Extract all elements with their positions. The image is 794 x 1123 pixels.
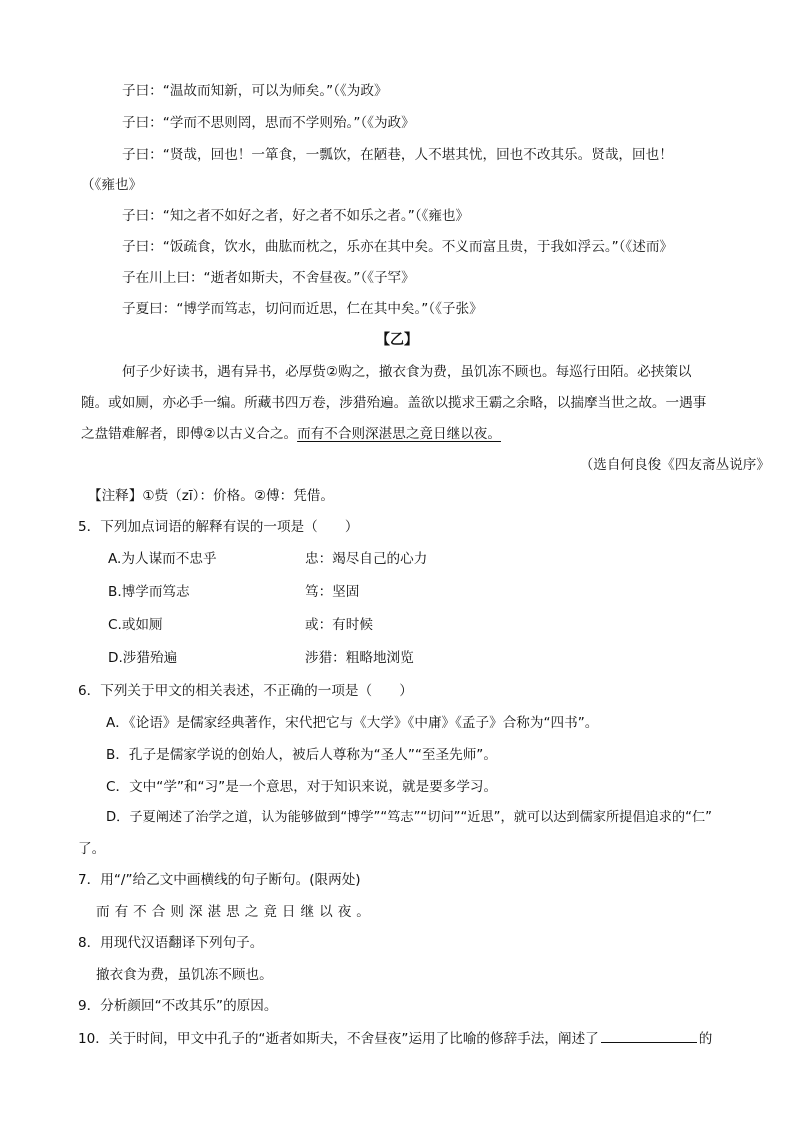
question-5-option-b-gloss: 笃：坚固 bbox=[305, 584, 360, 600]
yi-paragraph-line-2: 随。或如厕，亦必手一编。所藏书四万卷，涉猎殆遍。盖欲以揽求王霸之余略，以揣摩当世之故。一遇事 bbox=[81, 395, 707, 411]
question-6-option-d: D．子夏阐述了治学之道，认为能够做到“博学”“笃志”“切问”“近思”，就可以达到儒家所提倡追求的“仁” bbox=[106, 810, 712, 825]
question-6-option-c: C．文中“学”和“习”是一个意思，对于知识来说，就是要多学习。 bbox=[106, 779, 498, 795]
question-5-option-d-gloss: 涉猎：粗略地浏览 bbox=[305, 650, 414, 666]
question-8-stem: 8．用现代汉语翻译下列句子。 bbox=[78, 935, 264, 951]
jia-line-3: 子曰：“贤哉，回也！一箪食，一瓢饮，在陋巷，人不堪其忧，回也不改其乐。贤哉，回也！ bbox=[122, 147, 673, 163]
question-6-option-d-cont: 了。 bbox=[78, 841, 106, 857]
jia-line-5: 子曰：“饭疏食，饮水，曲肱而枕之，乐亦在其中矣。不义而富且贵，于我如浮云。”（《述而》 bbox=[122, 239, 674, 255]
jia-line-7: 子夏曰：“博学而笃志，切问而近思，仁在其中矣。”（《子张》 bbox=[122, 301, 483, 317]
question-7-sentence: 而有不合则深湛思之竟日继以夜。 bbox=[96, 904, 375, 920]
question-5-stem: 5．下列加点词语的解释有误的一项是（ ） bbox=[78, 519, 359, 535]
question-5-option-a-gloss: 忠：竭尽自己的心力 bbox=[305, 551, 428, 567]
question-5-option-c-gloss: 或：有时候 bbox=[305, 617, 373, 633]
yi-paragraph-text: 之盘错难解者，即傅②以古义合之。 bbox=[81, 426, 298, 442]
jia-line-3-source: （《雍也》 bbox=[81, 177, 143, 193]
question-9-stem: 9．分析颜回“不改其乐”的原因。 bbox=[78, 998, 278, 1014]
question-7-stem: 7．用“/”给乙文中画横线的句子断句。(限两处) bbox=[78, 872, 361, 888]
question-8-sentence: 撤衣食为费，虽饥冻不顾也。 bbox=[96, 967, 273, 983]
question-5-option-c: C.或如厕 bbox=[108, 617, 163, 633]
answer-blank[interactable] bbox=[601, 1028, 697, 1043]
underlined-sentence: 而有不合则深湛思之竟日继以夜。 bbox=[297, 426, 501, 442]
jia-line-6: 子在川上曰：“逝者如斯夫，不舍昼夜。”（《子罕》 bbox=[122, 270, 415, 286]
jia-line-1: 子曰：“温故而知新，可以为师矣。”（《为政》 bbox=[122, 83, 388, 99]
yi-source: （选自何良俊《四友斋丛说序》 bbox=[579, 457, 770, 473]
question-6-option-a: A．《论语》是儒家经典著作，宋代把它与《大学》《中庸》《孟子》合称为“四书”。 bbox=[106, 715, 599, 731]
question-5-option-d: D.涉猎殆遍 bbox=[108, 650, 178, 666]
question-6-option-b: B．孔子是儒家学说的创始人，被后人尊称为“圣人”“至圣先师”。 bbox=[106, 747, 497, 763]
yi-annotation: 【注释】①赀（zī）：价格。②傅：凭借。 bbox=[88, 488, 334, 504]
yi-paragraph-line-1: 何子少好读书，遇有异书，必厚赀②购之，撤衣食为费，虽饥冻不顾也。每巡行田陌。必挟策以 bbox=[122, 364, 692, 380]
jia-line-2: 子曰：“学而不思则罔，思而不学则殆。”（《为政》 bbox=[122, 115, 415, 131]
yi-heading: 【乙】 bbox=[376, 332, 418, 348]
question-6-stem: 6．下列关于甲文的相关表述，不正确的一项是（ ） bbox=[78, 683, 413, 699]
jia-line-4: 子曰：“知之者不如好之者，好之者不如乐之者。”（《雍也》 bbox=[122, 208, 470, 224]
question-10-text: 10．关于时间，甲文中孔子的“逝者如斯夫，不舍昼夜”运用了比喻的修辞手法，阐述了 bbox=[78, 1031, 599, 1047]
yi-paragraph-line-3 bbox=[81, 425, 501, 443]
question-5-option-a: A.为人谋而不忠乎 bbox=[108, 551, 217, 567]
question-10-text-end: 的 bbox=[698, 1031, 713, 1047]
question-10-stem bbox=[78, 1028, 712, 1048]
question-5-option-b: B.博学而笃志 bbox=[108, 584, 190, 600]
